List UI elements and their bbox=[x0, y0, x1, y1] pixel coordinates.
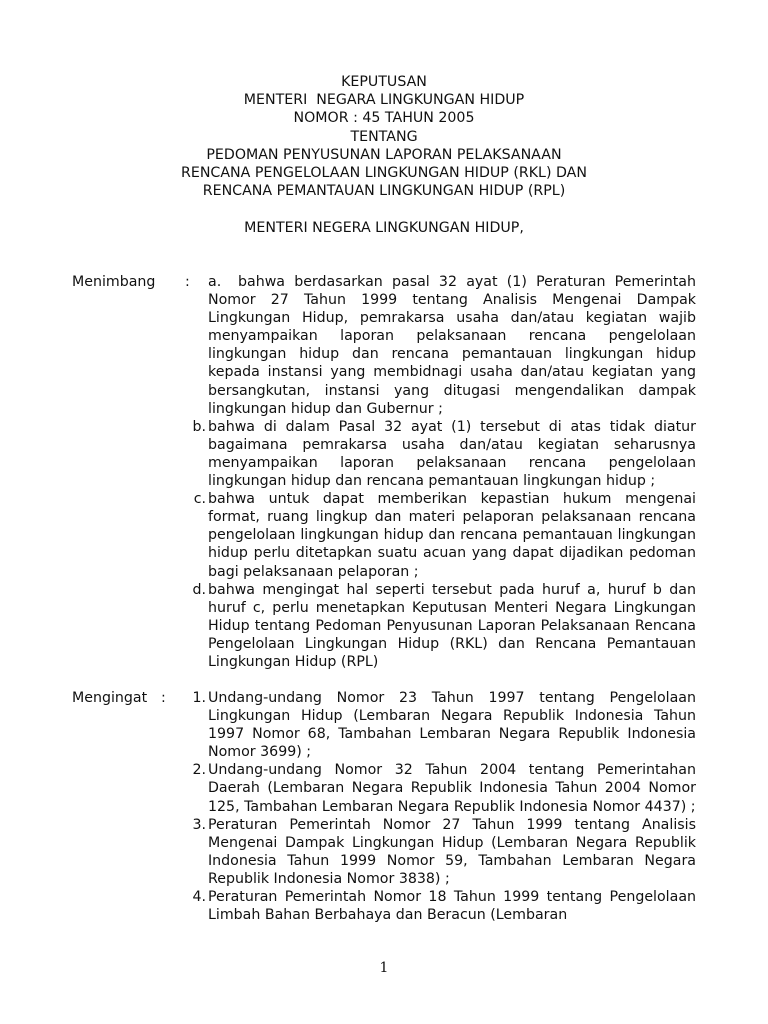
list-marker: d. bbox=[192, 581, 206, 598]
list-marker: b. bbox=[192, 418, 206, 435]
list-item-text: Undang-undang Nomor 32 Tahun 2004 tentang Pemerintahan Daerah (Lembaran Negara Republik Indonesia Tahun 2004 Nomor 125, Tambahan Lembaran Negara Republik Indonesia Nomor 4437) ; bbox=[208, 762, 696, 815]
list-item bbox=[192, 816, 696, 888]
list-item-text: bahwa berdasarkan pasal 32 ayat (1) Peraturan Pemerintah Nomor 27 Tahun 1999 tentang Analisis Mengenai Dampak Lingkungan Hidup, pemrakarsa usaha dan/atau kegiatan wajib menyampaikan laporan pelaksanaan rencana pengelolaan lingkungan hidup dan rencana pemantauan lingkungan hidup kepada instansi yang membidnagi usaha dan/atau kegiatan yang bersangkutan, instansi yang ditugasi mengendalikan dampak lingkungan hidup dan Gubernur ; bbox=[208, 274, 696, 417]
list-item-text: Peraturan Pemerintah Nomor 27 Tahun 1999 tentang Analisis Mengenai Dampak Lingkungan Hidup (Lembaran Negara Republik Indonesia Tahun 1999 Nomor 59, Tambahan Lembaran Negara Republik Indonesia Nomor 3838) ; bbox=[208, 816, 696, 887]
title-line-decision: KEPUTUSAN bbox=[341, 74, 427, 90]
issuing-authority: MENTERI NEGERA LINGKUNGAN HIDUP, bbox=[244, 220, 524, 236]
title-line-about: TENTANG bbox=[350, 128, 418, 145]
considering-label: Menimbang bbox=[72, 274, 156, 290]
title-line-number: NOMOR : 45 TAHUN 2005 bbox=[293, 110, 475, 127]
list-item bbox=[193, 490, 696, 580]
list-marker: 2. bbox=[192, 762, 206, 779]
list-item-text: Undang-undang Nomor 23 Tahun 1997 tentang Pengelolaan Lingkungan Hidup (Lembaran Negara Republik Indonesia Tahun 1997 Nomor 68, Tambahan Lembaran Negara Republik Indonesia Nomor 3699) ; bbox=[208, 690, 696, 761]
list-marker: c. bbox=[193, 491, 206, 508]
list-marker: a. bbox=[208, 274, 222, 290]
decree-title bbox=[0, 73, 768, 200]
list-item-text: Peraturan Pemerintah Nomor 18 Tahun 1999 tentang Pengelolaan Limbah Bahan Berbahaya dan Beracun (Lembaran bbox=[208, 889, 696, 924]
title-line-subject-3: RENCANA PEMANTAUAN LINGKUNGAN HIDUP (RPL) bbox=[202, 183, 566, 200]
recalling-list bbox=[192, 689, 696, 924]
list-item bbox=[192, 418, 696, 490]
considering-colon: : bbox=[185, 274, 190, 290]
title-line-minister: MENTERI NEGARA LINGKUNGAN HIDUP bbox=[243, 92, 525, 109]
list-marker: 4. bbox=[192, 889, 206, 906]
list-item bbox=[192, 581, 696, 671]
list-item bbox=[192, 761, 696, 815]
recalling-colon: : bbox=[161, 690, 166, 706]
page-number: 1 bbox=[379, 960, 389, 976]
list-item bbox=[192, 689, 696, 761]
title-line-subject-2: RENCANA PENGELOLAAN LINGKUNGAN HIDUP (RKL) DAN bbox=[181, 165, 587, 182]
list-item-text: bahwa mengingat hal seperti tersebut pada huruf a, huruf b dan huruf c, perlu menetapkan Keputusan Menteri Negara Lingkungan Hidup tentang Pedoman Penyusunan Laporan Pelaksanaan Rencana Pengelolaan Lingkungan Hidup (RKL) dan Rencana Pemantauan Lingkungan Hidup (RPL) bbox=[208, 581, 696, 670]
list-marker: 1. bbox=[192, 690, 206, 706]
list-item-text: bahwa untuk dapat memberikan kepastian hukum mengenai format, ruang lingkup dan materi pelaporan pelaksanaan rencana pengelolaan lingkungan hidup dan rencana pemantauan lingkungan hidup perlu ditetapkan suatu acuan yang dapat dijadikan pedoman bagi pelaksanaan pelaporan ; bbox=[208, 491, 696, 580]
title-line-subject-1: PEDOMAN PENYUSUNAN LAPORAN PELAKSANAAN bbox=[206, 146, 562, 163]
list-item-text: bahwa di dalam Pasal 32 ayat (1) tersebut di atas tidak diatur bagaimana pemrakarsa usaha dan/atau kegiatan seharusnya menyampaikan laporan pelaksanaan rencana pengelolaan lingkungan hidup dan rencana pemantauan lingkungan hidup ; bbox=[208, 418, 696, 490]
list-marker: 3. bbox=[192, 816, 206, 833]
list-item bbox=[192, 888, 696, 924]
considering-list bbox=[192, 273, 696, 671]
list-item bbox=[208, 273, 696, 418]
recalling-label: Mengingat bbox=[72, 690, 148, 706]
